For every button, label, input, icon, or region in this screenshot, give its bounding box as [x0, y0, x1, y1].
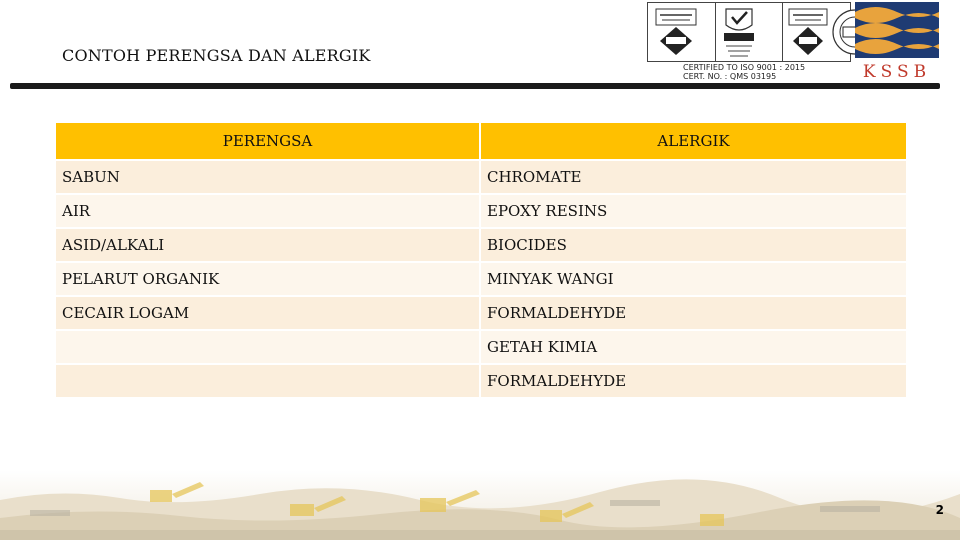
logo-text: KSSB [862, 62, 932, 82]
cell-alergik: BIOCIDES [480, 228, 907, 262]
cell-alergik: GETAH KIMIA [480, 330, 907, 364]
table-row [55, 228, 907, 262]
construction-site-banner [0, 470, 960, 540]
cell-perengsa [55, 364, 480, 398]
cell-alergik: MINYAK WANGI [480, 262, 907, 296]
certification-line-2: CERT. NO. : QMS 03195 [683, 72, 777, 81]
table-row [55, 194, 907, 228]
certification-badges [647, 2, 851, 62]
cell-perengsa: PELARUT ORGANIK [55, 262, 480, 296]
cell-alergik: FORMALDEHYDE [480, 296, 907, 330]
company-logo [853, 0, 941, 84]
table-row [55, 296, 907, 330]
cell-perengsa: SABUN [55, 160, 480, 194]
table-row [55, 364, 907, 398]
cell-perengsa: ASID/ALKALI [55, 228, 480, 262]
cell-alergik: CHROMATE [480, 160, 907, 194]
cell-alergik: EPOXY RESINS [480, 194, 907, 228]
table-row [55, 262, 907, 296]
cell-perengsa: CECAIR LOGAM [55, 296, 480, 330]
certification-line-1: CERTIFIED TO ISO 9001 : 2015 [683, 63, 806, 72]
header-alergik: ALERGIK [480, 122, 907, 160]
slide-title: CONTOH PERENGSA DAN ALERGIK [62, 46, 371, 65]
table-header-row [55, 122, 907, 160]
table-row [55, 160, 907, 194]
irritant-allergen-table [54, 121, 908, 399]
certification-block [647, 0, 851, 84]
quality-system-iqnet-badge [783, 3, 850, 61]
cell-alergik: FORMALDEHYDE [480, 364, 907, 398]
page-number: 2 [935, 503, 944, 517]
header-perengsa: PERENGSA [55, 122, 480, 160]
cell-perengsa: AIR [55, 194, 480, 228]
quality-system-badge [648, 3, 716, 61]
logo-wave-icon [853, 0, 941, 60]
table-row [55, 330, 907, 364]
cell-perengsa [55, 330, 480, 364]
header-divider [10, 83, 940, 89]
ukas-management-badge [716, 3, 784, 61]
